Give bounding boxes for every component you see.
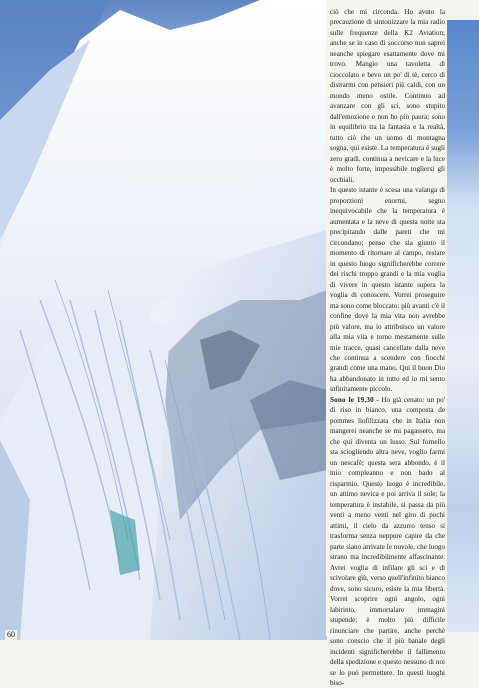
time-heading: Sono le 19,30	[330, 395, 374, 404]
page-number: 60	[7, 630, 15, 639]
article-paragraph: In questo istante è scesa una valanga di proporzioni enormi, segno inequivocabile che la temperatura è aumentata e la neve di questa notte sta precipitando dalle pareti che mi circondano; penso che sia giunto il momento di ritornare al campo, restare in questo luogo significherebbe correre dei rischi troppo grandi e la mia voglia di vivere in questo istante supera la voglia di conoscere. Vorrei proseguire ma sono come bloccato: più avanti c'è il confine dove la mia vita non avrebbe più valore, ma io attribuisco un valore alla mia vita e torno mestamente sulle mie tracce, quasi cancellate dalla neve che continua a scendere con fiocchi grandi come una mano. Qui il buon Dio ha abbandonato in tutto ed io mi sento infinitamente piccolo.	[330, 186, 445, 394]
article-column	[326, 0, 447, 687]
article-paragraph	[330, 395, 445, 688]
article-paragraph: ciò che mi circonda. Ho avuto la precauzione di sintonizzare la mia radio sulle frequenze della K2 Aviation; anche se in caso di soccorso non saprei neanche spiegare esattamente dove mi trovo. Mangio una tavoletta di cioccolato e bevo un po' di tè, cerco di distrarmi con pensieri più caldi, con un mondo meno ostile. Continuo ad avanzare con gli sci, sono stupito dall'emozione e non ho più paura; sono in equilibrio tra la fantasia e la realtà, tutto ciò che un uomo di montagna sogna, qui esiste. La temperatura è sugli zero gradi, continua a nevicare e la luce è molto forte, impossibile togliersi gli occhiali.	[330, 8, 445, 184]
article-text: - Ho già cenato: un po' di riso in bianco, una composta de pommes liofilizzata che in Italia non mangerei neanche se mi pagassero, ma che qui diventa un lusso. Sul fornello sta sciogliendo altra neve, voglio farmi un nescafè; questa sera abbondo, è il mio compleanno e non bado al risparmio. Questo luogo è incredibile, un attimo nevica e poi arriva il sole; la temperatura è instabile, si passa da più venti a meno venti nel giro di pochi attimi, il cielo da azzurro tenso si trasforma senza neppure capire da che parte siano arrivate le nuvole, che luogo strano ma incredibilmente affascinante. Avrei voglia di infilare gli sci e di scivolare giù, verso quell'infinito bianco dove, sono sicuro, esiste la mia libertà. Vorrei scoprire ogni angolo, ogni labirinto, immortalare immagini stupende; è molto più difficile rinunciare che partire, anche perchè sono conscio che il più banale degli incidenti significherebbe il fallimento della spedizione e questo nessuno di noi se lo può permettere. In questi luoghi biso-	[330, 395, 445, 687]
side-photo-strip	[446, 20, 479, 632]
